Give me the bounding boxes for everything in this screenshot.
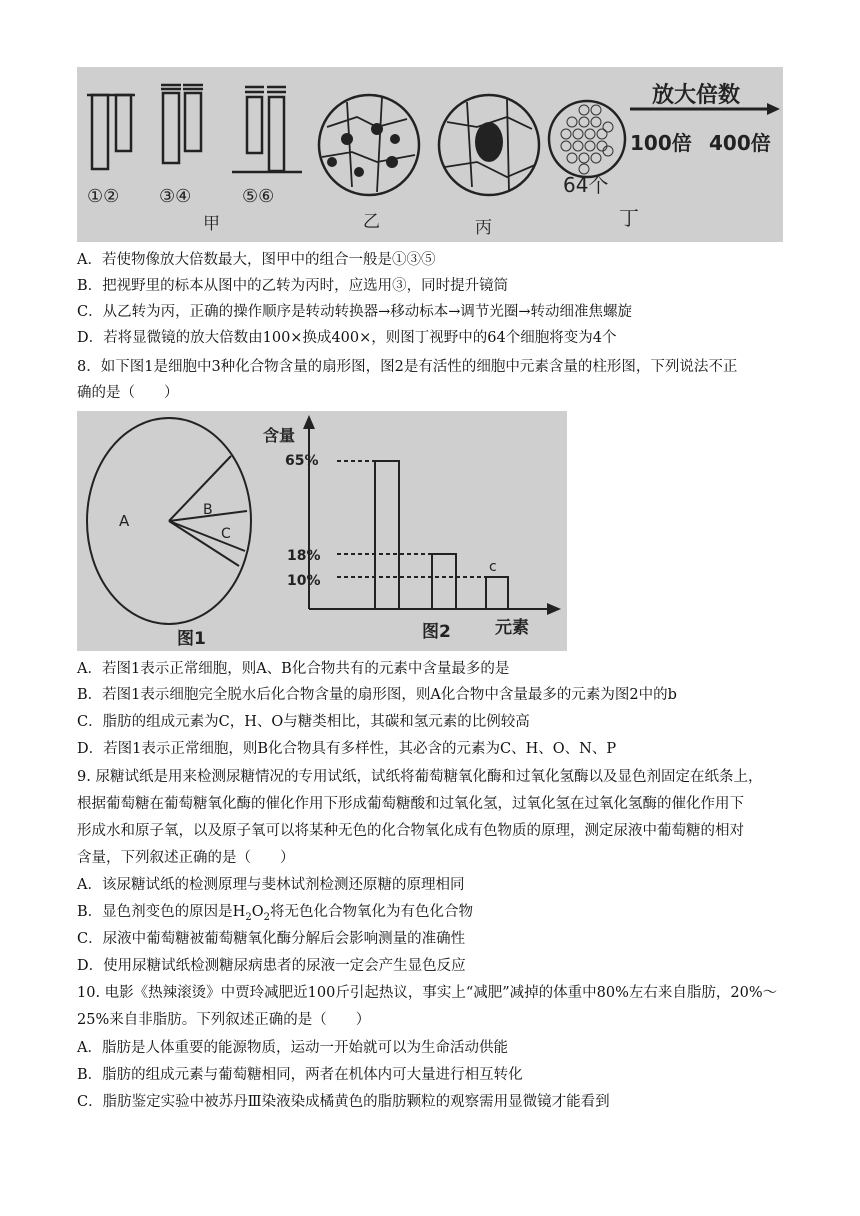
q10-option-c: C．脂肪鉴定实验中被苏丹Ⅲ染液染成橘黄色的脂肪颗粒的观察需用显微镜才能看到 [77, 1094, 610, 1110]
q7-option-d: D．若将显微镜的放大倍数由100×换成400×，则图丁视野中的64个细胞将变为4个 [77, 330, 617, 346]
q8-option-c: C．脂肪的组成元素为C，H、O与糖类相比，其碳和氢元素的比例较高 [77, 714, 530, 730]
q9-option-b-rest: 将无色化合物氧化为有色化合物 [269, 904, 473, 920]
magnification-title: 放大倍数 [652, 83, 741, 108]
magnification-low: 100倍 [630, 131, 692, 155]
q8-option-a: A．若图1表示正常细胞，则A、B化合物共有的元素中含量最多的是 [77, 661, 510, 677]
fig1-caption: 图1 [177, 629, 206, 649]
q7-option-a: A．若使物像放大倍数最大，图甲中的组合一般是①③⑤ [77, 252, 436, 268]
q8-option-d: D．若图1表示正常细胞，则B化合物具有多样性，其必含的元素为C、H、O、N、P [77, 741, 617, 757]
lens-label-34: ③④ [159, 186, 192, 207]
q7-option-c: C．从乙转为丙，正确的操作顺序是转动转换器→移动标本→调节光圈→转动细准焦螺旋 [77, 304, 633, 320]
q9-stem-line4: 含量，下列叙述正确的是（ ） [77, 850, 295, 866]
microscope-figure-drawing [77, 67, 783, 242]
bar-label-c: c [489, 559, 497, 575]
cell-count-label: 64个 [563, 173, 609, 197]
q9-option-a: A．该尿糖试纸的检测原理与斐林试剂检测还原糖的原理相同 [77, 877, 465, 893]
q8-stem-line1: 8．如下图1是细胞中3种化合物含量的扇形图，图2是有活性的细胞中元素含量的柱形图，下列说法不正 [77, 359, 738, 375]
q9-option-b-sub1: 2 [245, 911, 252, 923]
pie-label-a: A [119, 512, 130, 530]
compound-element-drawing [77, 411, 567, 651]
tick-18: 18% [287, 548, 321, 564]
label-yi: 乙 [363, 212, 380, 232]
q9-stem-line3: 形成水和原子氧，以及原子氧可以将某种无色的化合物氧化成有色物质的原理，测定尿液中葡萄糖的相对 [77, 823, 744, 839]
q9-option-b-sub2: 2 [263, 911, 270, 923]
q9-stem-line1: 9. 尿糖试纸是用来检测尿糖情况的专用试纸，试纸将葡萄糖氧化酶和过氧化氢酶以及显色剂固定在纸条上， [77, 769, 763, 785]
tick-10: 10% [287, 573, 321, 589]
fig2-caption: 图2 [422, 622, 451, 642]
q7-option-b: B．把视野里的标本从图中的乙转为丙时，应选用③，同时提升镜筒 [77, 278, 509, 294]
q10-option-a: A．脂肪是人体重要的能源物质，运动一开始就可以为生命活动供能 [77, 1040, 508, 1056]
q10-option-b: B．脂肪的组成元素与葡萄糖相同，两者在机体内可大量进行相互转化 [77, 1067, 523, 1083]
magnification-high: 400倍 [709, 131, 771, 155]
lens-label-56: ⑤⑥ [242, 186, 275, 207]
q8-stem-line2: 确的是（ ） [77, 385, 179, 401]
microscope-figure [77, 67, 783, 242]
q9-option-b-prefix: B．显色剂变色的原因是H [77, 904, 246, 920]
q9-option-b-mid: O [251, 904, 264, 920]
label-bing: 丙 [475, 218, 492, 238]
x-axis-label: 元素 [495, 618, 529, 638]
q10-stem-line2: 25%来自非脂肪。下列叙述正确的是（ ） [77, 1012, 371, 1028]
q9-option-b [77, 902, 473, 928]
pie-label-c: C [221, 526, 231, 542]
label-ding: 丁 [619, 206, 639, 230]
q8-option-b: B．若图1表示细胞完全脱水后化合物含量的扇形图，则A化合物中含量最多的元素为图2中的b [77, 687, 677, 703]
q10-stem-line1: 10. 电影《热辣滚烫》中贾玲减肥近100斤引起热议，事实上“减肥”减掉的体重中80%左右来自脂肪，20%～ [77, 985, 778, 1001]
label-jia: 甲 [203, 214, 220, 234]
y-axis-label: 含量 [263, 426, 296, 445]
pie-label-b: B [203, 502, 213, 518]
lens-label-12: ①② [87, 186, 120, 207]
q9-option-d: D．使用尿糖试纸检测糖尿病患者的尿液一定会产生显色反应 [77, 958, 466, 974]
q9-stem-line2: 根据葡萄糖在葡萄糖氧化酶的催化作用下形成葡萄糖酸和过氧化氢，过氧化氢在过氧化氢酶的催化作用下 [77, 796, 744, 812]
compound-element-figure [77, 411, 567, 651]
tick-65: 65% [285, 453, 319, 469]
q9-option-c: C．尿液中葡萄糖被葡萄糖氧化酶分解后会影响测量的准确性 [77, 931, 466, 947]
